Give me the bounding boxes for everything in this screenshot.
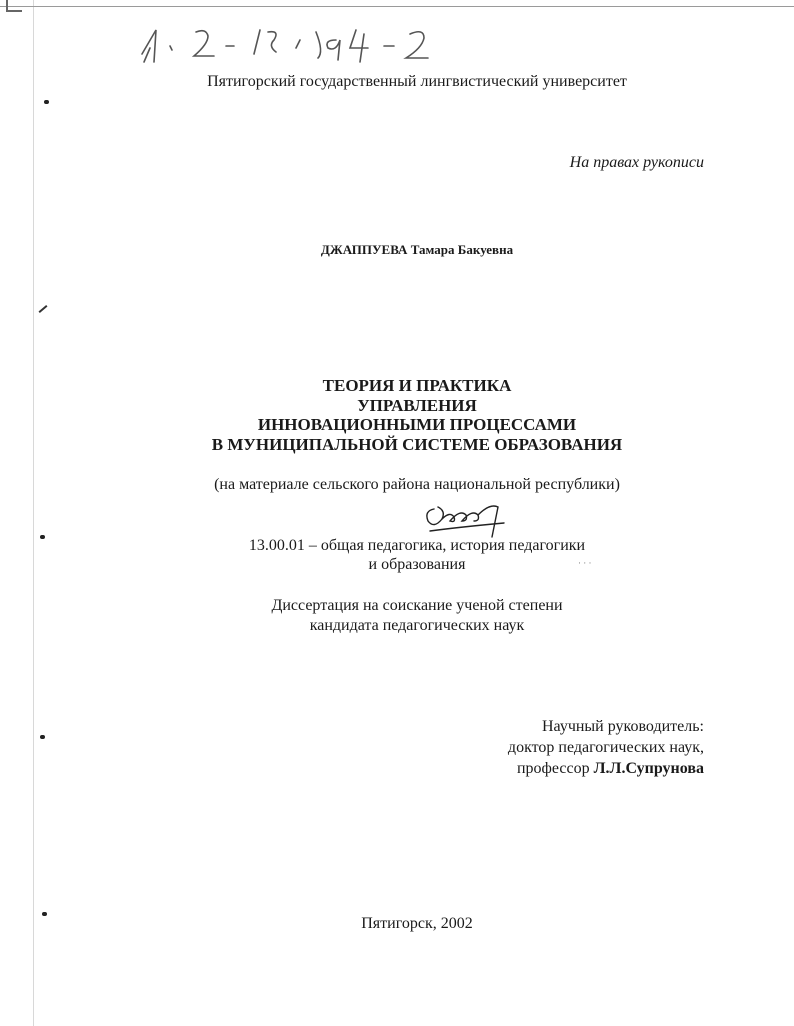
handwritten-code-text: 61: 02-13/ 94-2: [278, 68, 285, 69]
scan-speck: [44, 100, 49, 104]
scan-speck: [39, 305, 48, 313]
advisor-label: Научный руководитель:: [541, 718, 704, 735]
scan-speck: [40, 735, 45, 739]
title-line: В МУНИЦИПАЛЬНОЙ СИСТЕМЕ ОБРАЗОВАНИЯ: [211, 434, 623, 454]
scan-corner-mark: [6, 0, 22, 12]
advisor-position: профессор: [516, 760, 594, 777]
specialty-line-2: и образования: [368, 556, 466, 573]
scientific-advisor-block: [508, 716, 704, 779]
title-line: ТЕОРИЯ И ПРАКТИКА: [322, 376, 512, 395]
title-line: ИННОВАЦИОННЫМИ ПРОЦЕССАМИ: [257, 415, 577, 434]
advisor-title: доктор педагогических наук,: [507, 739, 704, 756]
specialty-line-1: 13.00.01 – общая педагогика, история педагогики: [248, 537, 586, 554]
manuscript-rights-note: На правах рукописи: [569, 154, 704, 171]
author-name: ДЖАППУЕВА Тамара Бакуевна: [320, 242, 514, 257]
scan-top-edge: [0, 6, 794, 7]
degree-line-2: кандидата педагогических наук: [309, 617, 525, 634]
degree-line-1: Диссертация на соискание ученой степени: [271, 597, 563, 614]
dissertation-title: [20, 376, 794, 454]
advisor-name: Л.Л.Супрунова: [593, 760, 704, 777]
city-and-year: Пятигорск, 2002: [361, 915, 473, 932]
advisor-name-line: [508, 758, 704, 779]
university-name: Пятигорский государственный лингвистический университет: [207, 73, 627, 90]
scan-speck: · · ·: [578, 558, 592, 568]
scan-left-edge: [33, 0, 34, 1026]
handwritten-archive-code: [128, 18, 578, 73]
title-line: УПРАВЛЕНИЯ: [357, 395, 477, 415]
dissertation-subtitle: (на материале сельского района национальной республики): [214, 476, 620, 493]
